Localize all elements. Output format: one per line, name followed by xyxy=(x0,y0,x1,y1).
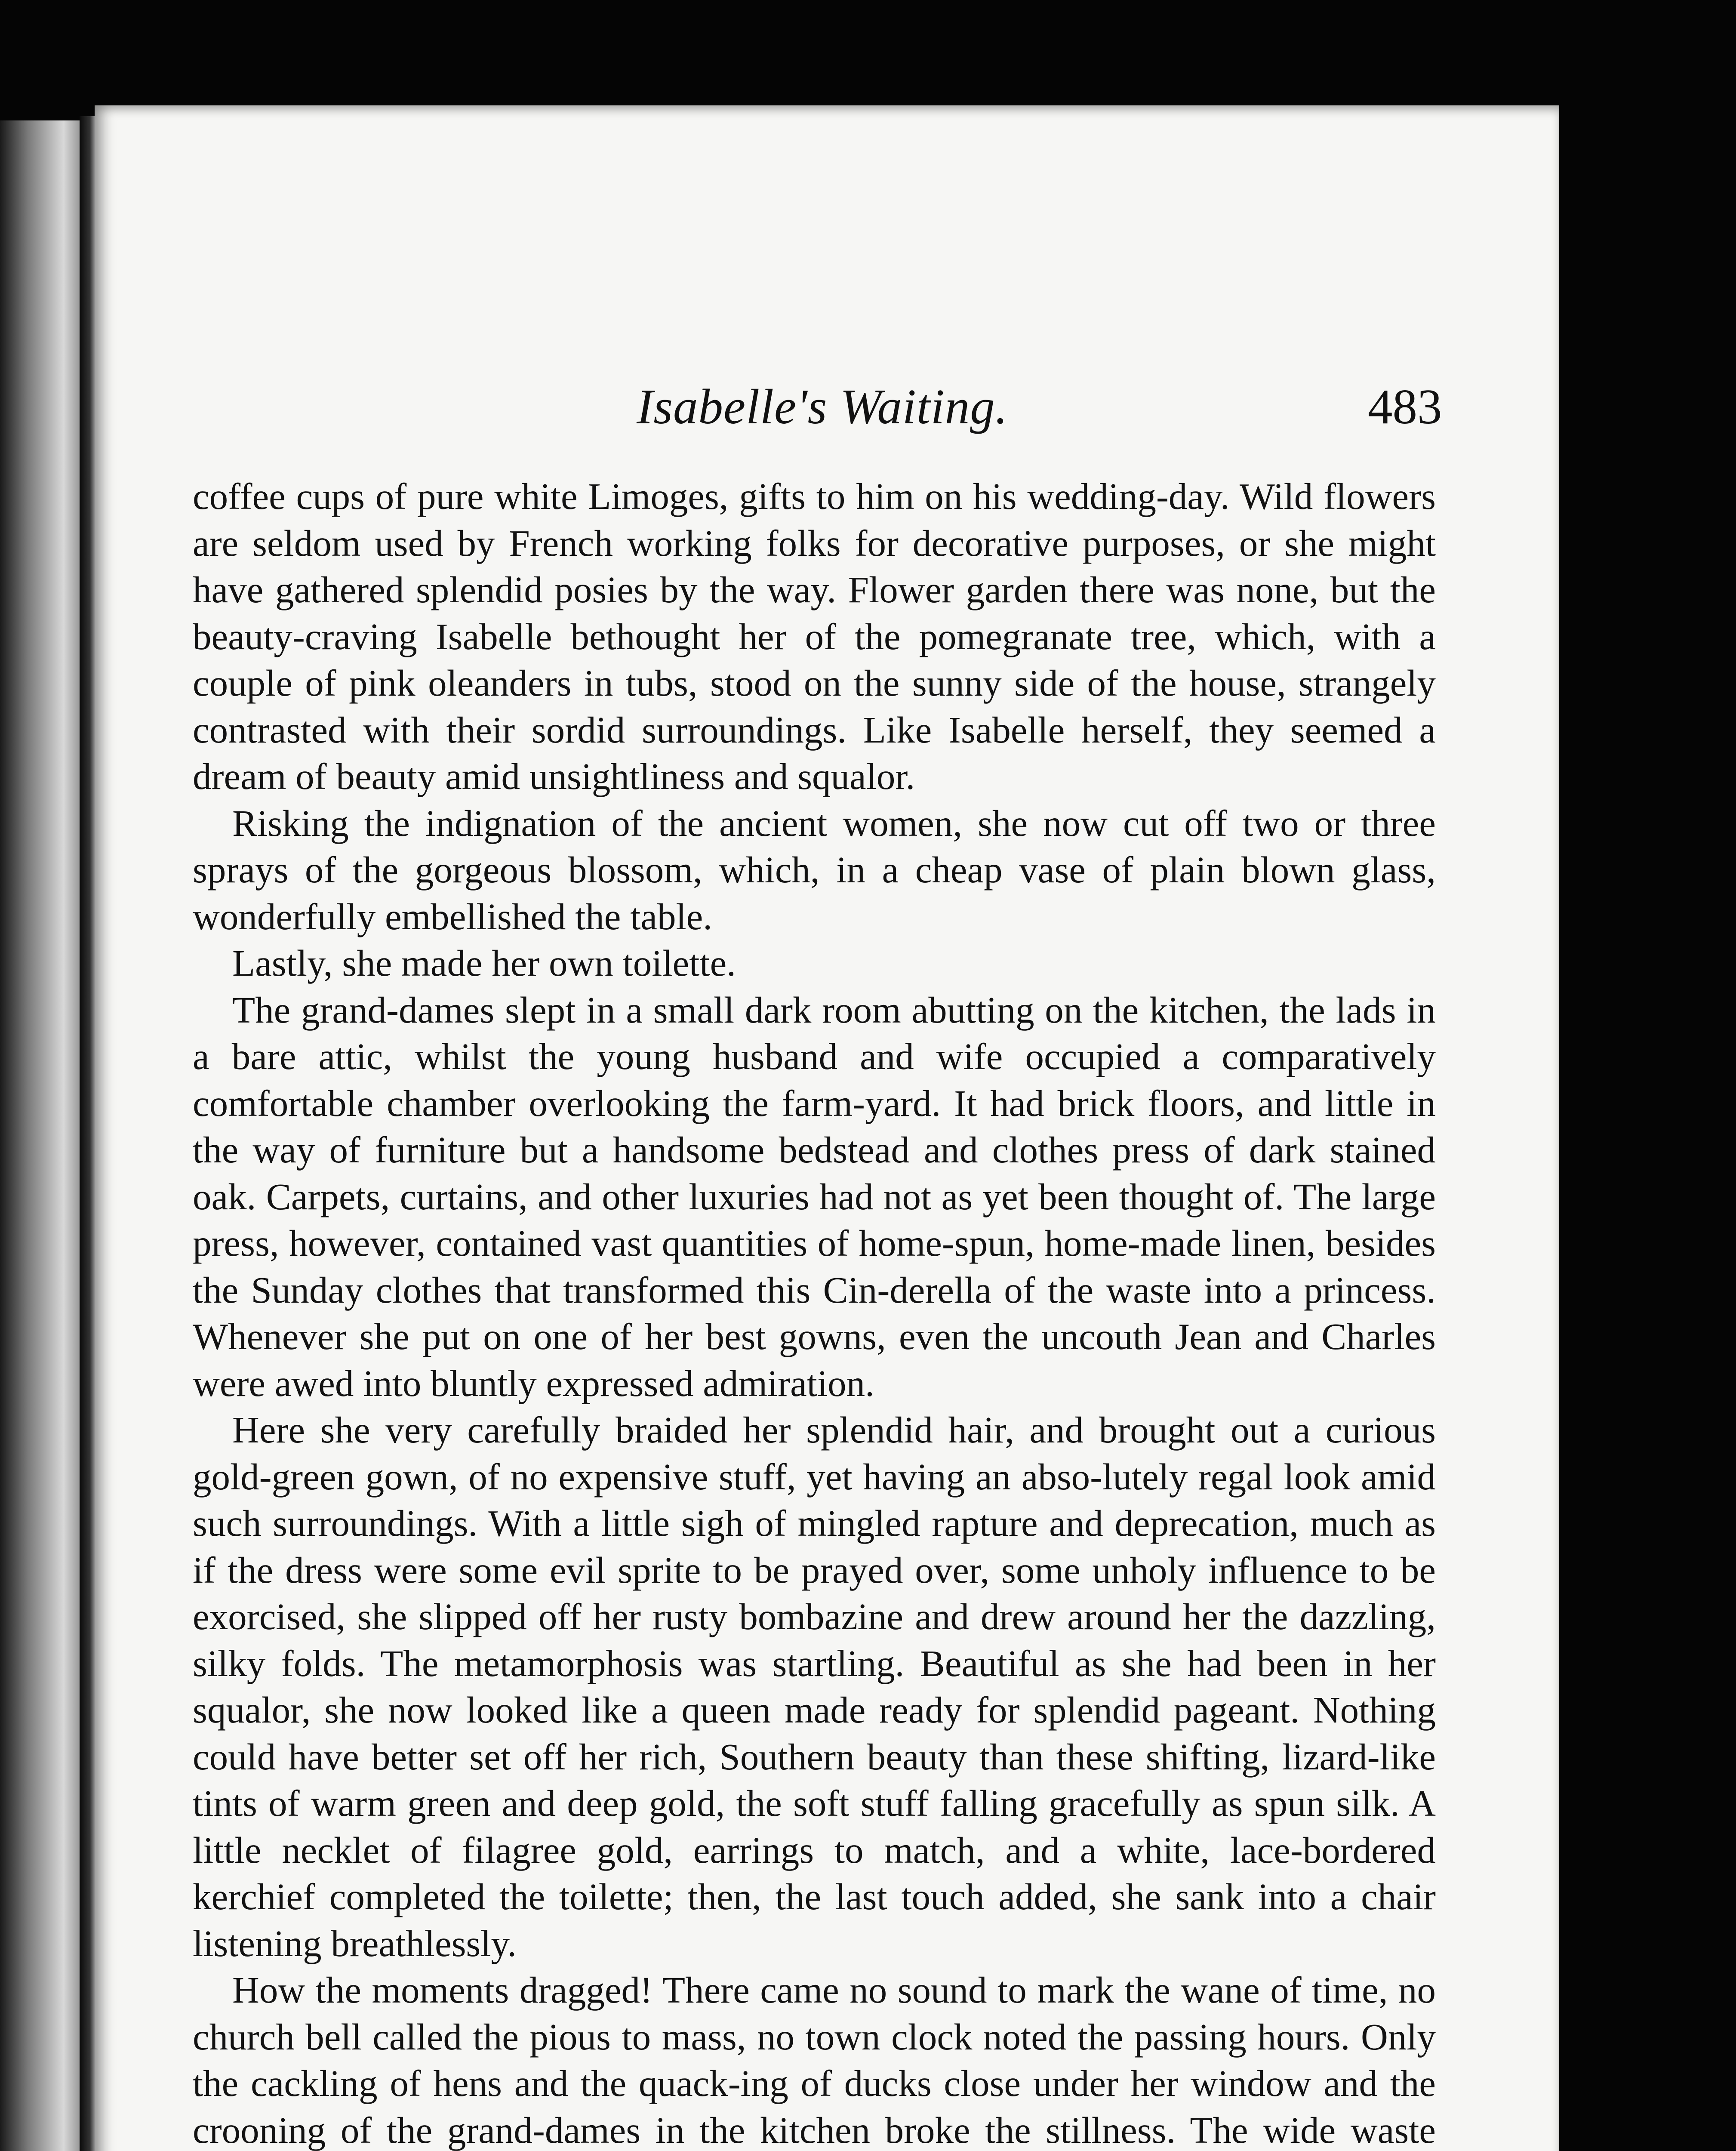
paragraph: Here she very carefully braided her splendid hair, and brought out a curious gold-green gown, of no expensive stuff, yet having an abso-lutely regal look amid such surroundings. With a little sigh of mingled rapture and deprecation, much as if the dress were some evil sprite to be prayed over, some unholy influence to be exorcised, she slipped off her rusty bombazine and drew around her the dazzling, silky folds. The metamorphosis was startling. Beautiful as she had been in her squalor, she now looked like a queen made ready for splendid pageant. Nothing could have better set off her rich, Southern beauty than these shifting, lizard-like tints of warm green and deep gold, the soft stuff falling gracefully as spun silk. A little necklet of filagree gold, earrings to match, and a white, lace-bordered kerchief completed the toilette; then, the last touch added, she sank into a chair listening breathlessly. xyxy=(193,1409,1436,1964)
page-number: 483 xyxy=(1368,379,1442,434)
paragraph: How the moments dragged! There came no sound to mark the wane of time, no church bell called the pious to mass, no town clock noted the passing hours. Only the cackling of hens and the quack-ing of ducks close under her window and the crooning of the grand-dames in the kitchen broke the stillness. The wide waste xyxy=(193,1969,1436,2151)
book-gutter xyxy=(80,116,97,2151)
facing-page-edge xyxy=(0,120,80,2151)
paragraph: coffee cups of pure white Limoges, gifts to him on his wedding-day. Wild flowers are seldom used by French working folks for decorative purposes, or she might have gathered splendid posies by the way. Flower garden there was none, but the beauty-craving Isabelle bethought her of the pomegranate tree, which, with a couple of pink oleanders in tubs, stood on the sunny side of the house, strangely contrasted with their sordid surroundings. Like Isabelle herself, they seemed a dream of beauty amid unsightliness and squalor. xyxy=(193,475,1436,797)
paragraph: The grand-dames slept in a small dark room abutting on the kitchen, the lads in a bare attic, whilst the young husband and wife occupied a comparatively comfortable chamber overlooking the farm-yard. It had brick floors, and little in the way of furniture but a handsome bedstead and clothes press of dark stained oak. Carpets, curtains, and other luxuries had not as yet been thought of. The large press, however, contained vast quantities of home-spun, home-made linen, besides the Sunday clothes that transformed this Cin-derella of the waste into a princess. Whenever she put on one of her best gowns, even the uncouth Jean and Charles were awed into bluntly expressed admiration. xyxy=(193,989,1436,1404)
paragraph: Risking the indignation of the ancient women, she now cut off two or three sprays of the gorgeous blossom, which, in a cheap vase of plain blown glass, wonderfully embellished the table. xyxy=(193,802,1436,937)
book-page xyxy=(95,105,1559,2151)
body-text xyxy=(193,473,1436,2151)
running-title: Isabelle's Waiting. xyxy=(637,379,1008,434)
running-header xyxy=(95,286,1559,434)
paragraph: Lastly, she made her own toilette. xyxy=(232,942,736,984)
